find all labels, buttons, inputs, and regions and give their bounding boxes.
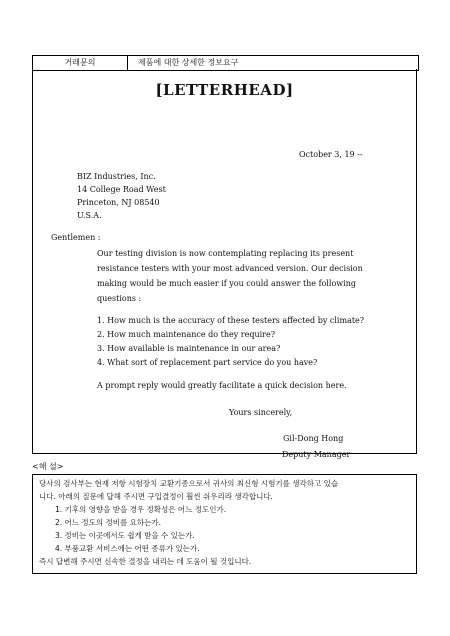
explanation-line: 즉시 답변해 주시면 신속한 결정을 내리는 데 도움이 될 것입니다. <box>39 557 252 566</box>
body-line: Our testing division is now contemplating replacing its present <box>97 249 354 258</box>
question-item: 3. How available is maintenance in our area? <box>97 344 281 353</box>
explanation-box <box>32 474 417 574</box>
letter-date: October 3, 19 -- <box>299 150 363 159</box>
explanation-label: <해 설> <box>32 462 64 471</box>
signature-name: Gil-Dong Hong <box>283 434 344 443</box>
complimentary-close: Yours sincerely, <box>229 408 293 417</box>
question-item: 4. What sort of replacement part service do you have? <box>97 358 318 367</box>
question-item: 2. How much maintenance do they require? <box>97 330 276 339</box>
explanation-line: 니다. 아래의 질문에 답해 주시면 구입결정이 훨씬 쉬우리라 생각합니다. <box>39 492 273 501</box>
subject-label: 제품에 대한 상세한 정보요구 <box>138 58 239 67</box>
address-line: 14 College Road West <box>77 185 166 194</box>
body-line: making would be much easier if you could answer the following <box>97 279 356 288</box>
closing-line: A prompt reply would greatly facilitate a quick decision here. <box>97 381 347 390</box>
question-item: 1. How much is the accuracy of these testers affected by climate? <box>97 316 365 325</box>
address-line: Princeton, NJ 08540 <box>77 198 160 207</box>
category-label: 거래문의 <box>33 56 128 70</box>
explanation-line: 4. 부품교환 서비스에는 어떤 종류가 있는가. <box>55 544 200 553</box>
address-line: BIZ Industries, Inc. <box>77 172 156 181</box>
explanation-line: 당사의 검사부는 현재 저항 시험장치 교환기종으로서 귀사의 최신형 시험기를 생각하고 있습 <box>39 479 339 488</box>
letterhead: [LETTERHEAD] <box>155 81 294 99</box>
explanation-line: 1. 기후의 영향을 받을 경우 정확성은 어느 정도인가. <box>55 505 227 514</box>
address-line: U.S.A. <box>77 211 102 220</box>
body-line: resistance testers with your most advanced version. Our decision <box>97 264 363 273</box>
signature-title: Deputy Manager <box>282 450 351 459</box>
letter-box <box>32 69 417 454</box>
explanation-line: 2. 어느 정도의 정비를 요하는가. <box>55 518 162 527</box>
salutation: Gentlemen : <box>51 233 101 242</box>
explanation-line: 3. 정비는 이곳에서도 쉽게 받을 수 있는가. <box>55 531 195 540</box>
body-line: questions : <box>97 294 142 303</box>
